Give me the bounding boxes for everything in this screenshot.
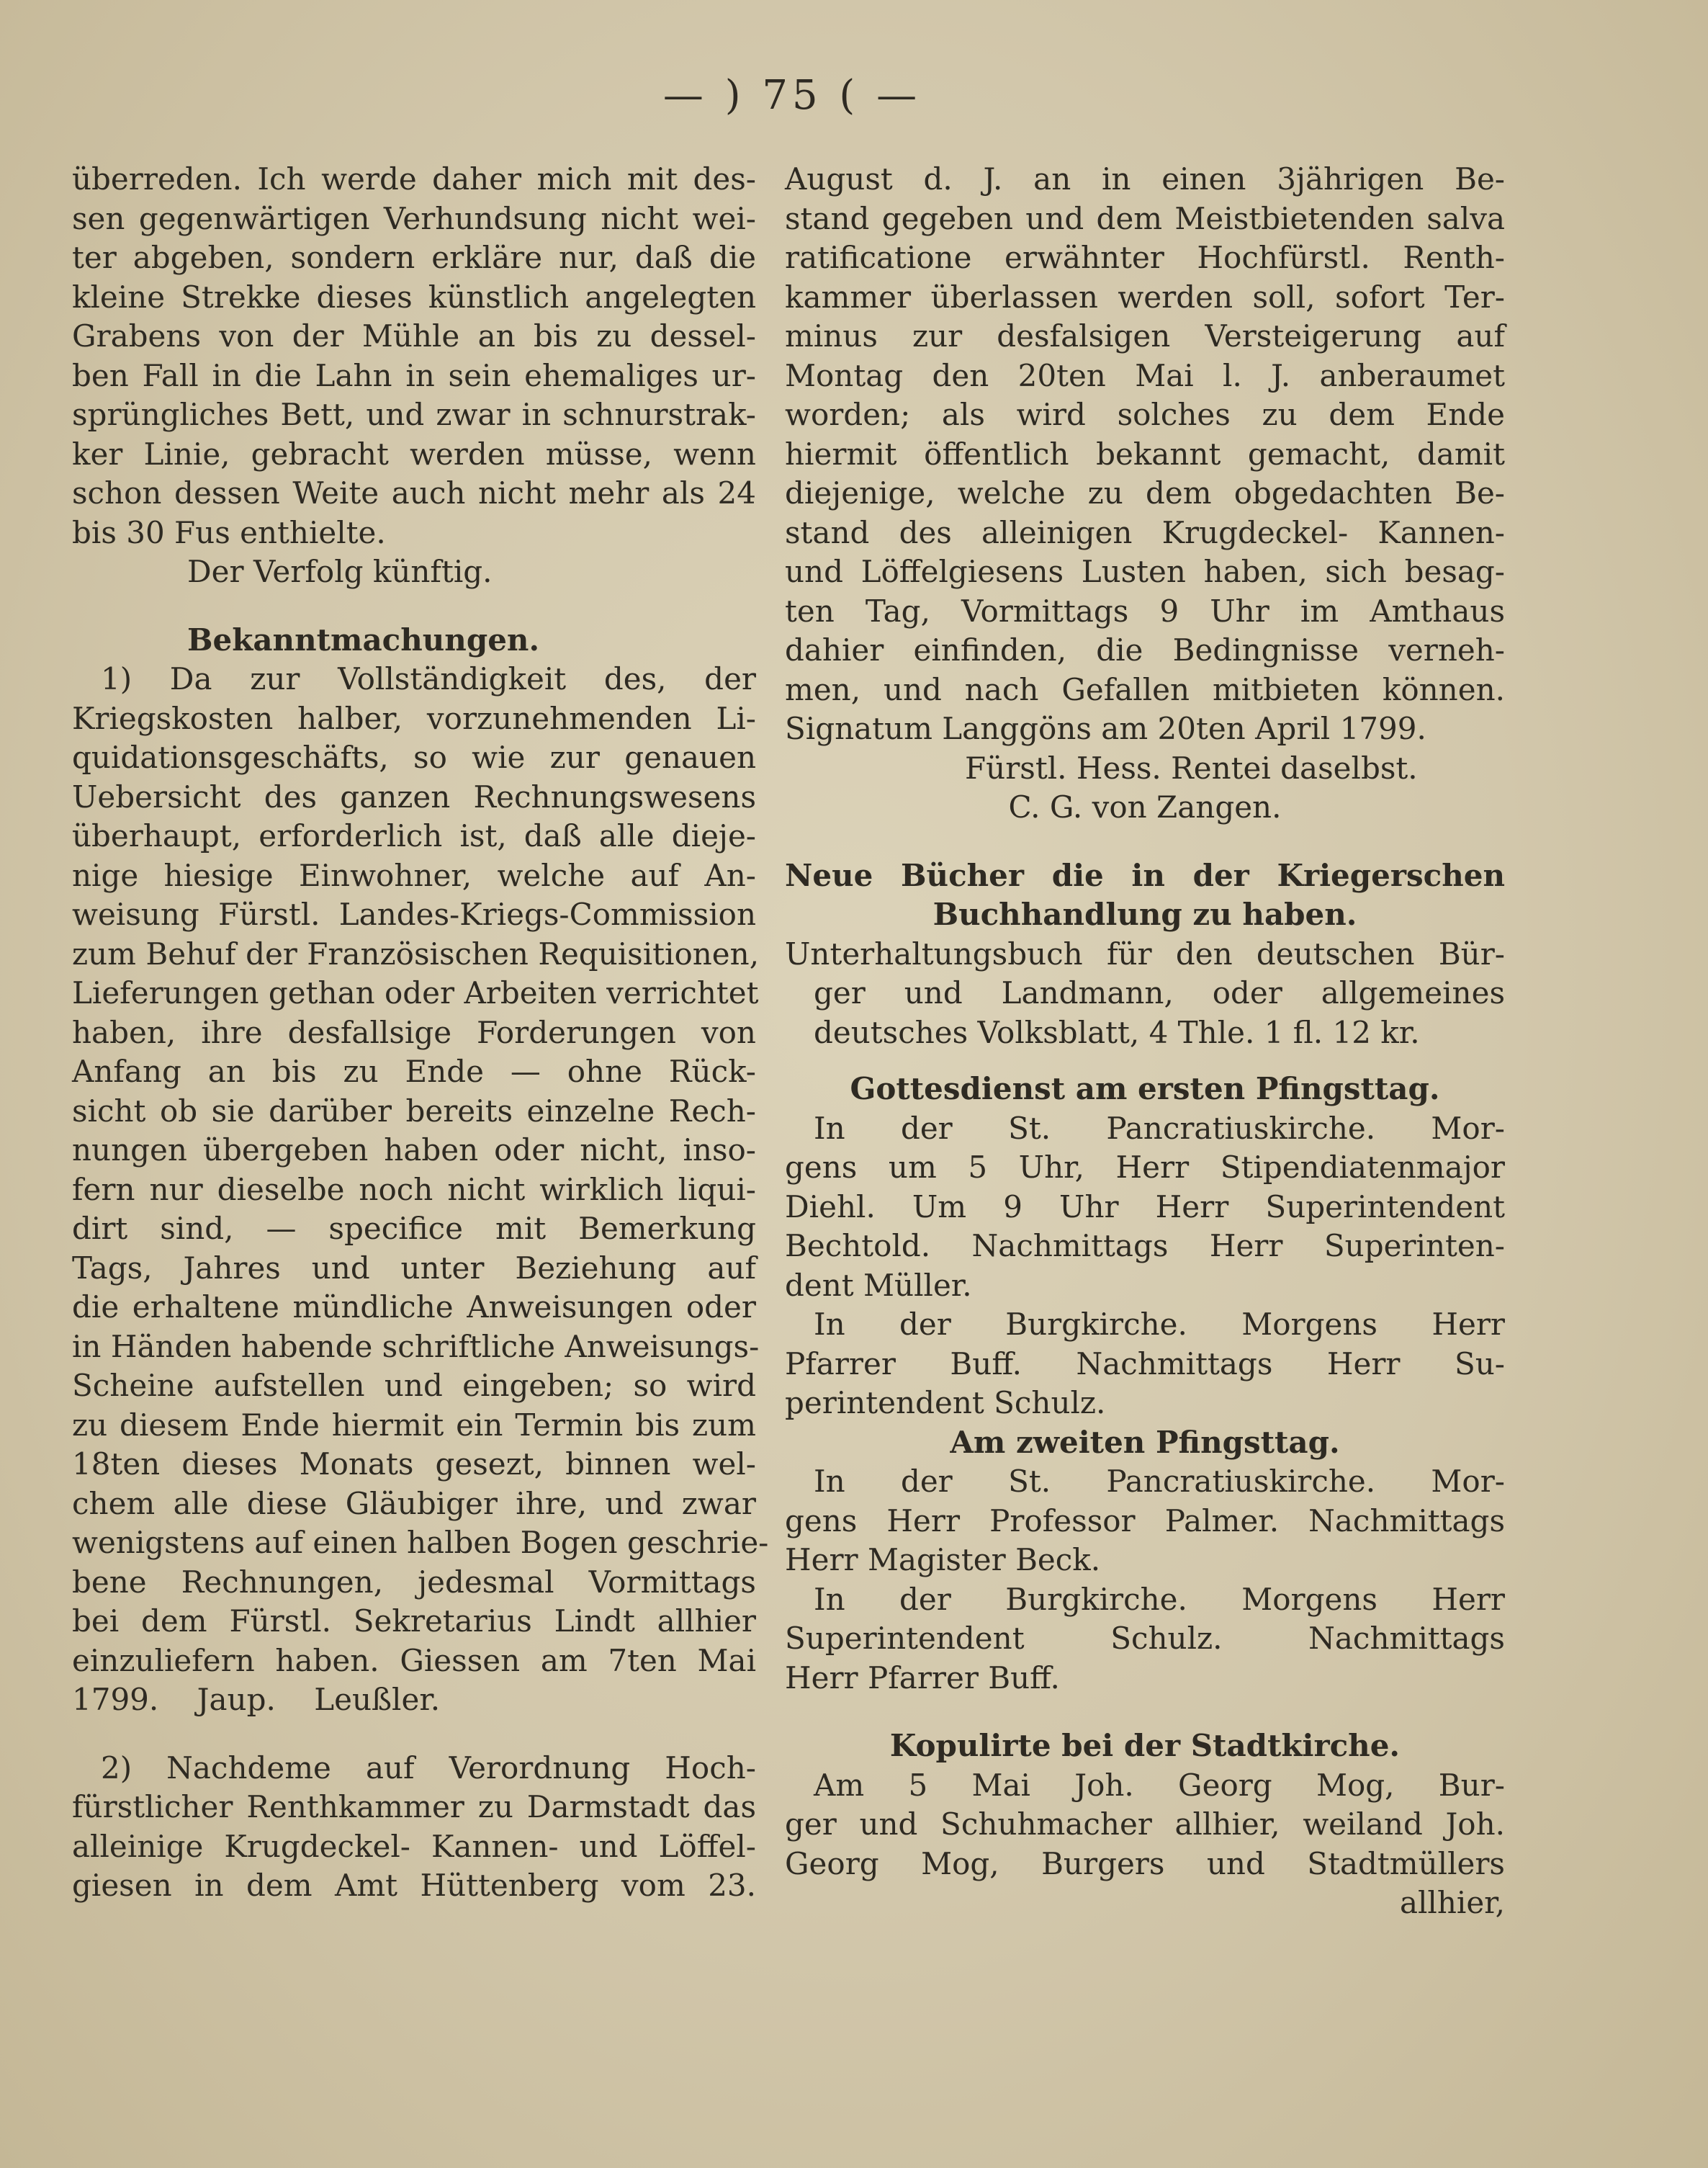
text-line: 18ten dieses Monats gesezt, binnen wel- [72, 1446, 756, 1482]
text-line: perintendent Schulz. [785, 1385, 1106, 1420]
text-line: Tags, Jahres und unter Beziehung auf [72, 1250, 756, 1286]
text-line: minus zur desfalsigen Versteigerung auf [785, 318, 1505, 354]
text-line: zum Behuf der Französischen Requisitionen, [72, 936, 760, 972]
text-line: 1) Da zur Vollständigkeit des, der [101, 661, 756, 696]
text-line: allhier, [1399, 1885, 1505, 1920]
page-number: — ) 75 ( — [662, 72, 922, 119]
text-line: deutsches Volksblatt, 4 Thle. 1 fl. 12 kr. [814, 1014, 1420, 1050]
text-line: dent Müller. [785, 1267, 972, 1303]
text-line: dahier einfinden, die Bedingnisse verneh- [785, 632, 1505, 668]
section-heading: Buchhandlung zu haben. [932, 897, 1357, 932]
text-line: zu diesem Ende hiermit ein Termin bis zum [72, 1407, 756, 1443]
text-line: ten Tag, Vormittags 9 Uhr im Amthaus [785, 593, 1505, 629]
text-line: Grabens von der Mühle an bis zu dessel- [72, 318, 756, 354]
text-line: Lieferungen gethan oder Arbeiten verrichtet [72, 975, 759, 1011]
text-line: bene Rechnungen, jedesmal Vormittags [72, 1564, 756, 1600]
text-line: einzuliefern haben. Giessen am 7ten Mai [72, 1642, 756, 1678]
text-line: bis 30 Fus enthielte. [72, 514, 386, 550]
text-line: die erhaltene mündliche Anweisungen oder [72, 1289, 756, 1325]
signature-line: 1799. Jaup. Leußler. [72, 1682, 441, 1717]
text-line: fürstlicher Renthkammer zu Darmstadt das [72, 1789, 756, 1824]
text-line: bei dem Fürstl. Sekretarius Lindt allhier [72, 1603, 756, 1639]
text-line: ger und Landmann, oder allgemeines [814, 975, 1505, 1011]
announcement-2-continued [785, 160, 1505, 828]
text-line: und Löffelgiesens Lusten haben, sich besag- [785, 554, 1505, 589]
text-line: kleine Strekke dieses künstlich angelegten [72, 279, 756, 315]
new-books-notice [785, 856, 1505, 1053]
text-line: Georg Mog, Burgers und Stadtmüllers [785, 1845, 1505, 1881]
right-column [785, 160, 1505, 1923]
text-line: ker Linie, gebracht werden müsse, wenn [72, 436, 756, 472]
text-line: in Händen habende schriftliche Anweisungs- [72, 1328, 760, 1364]
text-line: stand gegeben und dem Meistbietenden salva [785, 200, 1505, 236]
section-heading: Bekanntmachungen. [187, 622, 540, 658]
text-line: schon dessen Weite auch nicht mehr als 24 [72, 475, 756, 511]
text-line: In der Burgkirche. Morgens Herr [814, 1307, 1505, 1342]
text-line: 2) Nachdeme auf Verordnung Hoch- [101, 1750, 756, 1786]
announcement-1 [72, 660, 769, 1720]
text-line: Am 5 Mai Joh. Georg Mog, Bur- [814, 1767, 1505, 1803]
text-line: men, und nach Gefallen mitbieten können. [785, 671, 1505, 707]
text-line: quidationsgeschäfts, so wie zur genauen [72, 740, 756, 775]
left-column [72, 160, 769, 1906]
section-heading: Kopulirte bei der Stadtkirche. [889, 1728, 1401, 1763]
text-line: Bechtold. Nachmittags Herr Superinten- [785, 1228, 1505, 1263]
continued-note: Der Verfolg künftig. [187, 554, 493, 589]
text-line: ben Fall in die Lahn in sein ehemaliges ur- [72, 357, 756, 393]
text-line: fern nur dieselbe noch nicht wirklich liqui- [72, 1171, 756, 1207]
text-line: nige hiesige Einwohner, welche auf An- [72, 857, 756, 893]
text-line: ter abgeben, sondern erkläre nur, daß die [72, 240, 756, 275]
text-line: Kriegskosten halber, vorzunehmenden Li- [72, 700, 756, 736]
signature-name: C. G. von Zangen. [1008, 789, 1282, 825]
signature-office: Fürstl. Hess. Rentei daselbst. [965, 750, 1418, 786]
text-line: In der St. Pancratiuskirche. Mor- [814, 1464, 1505, 1499]
text-line: Scheine aufstellen und eingeben; so wird [72, 1368, 756, 1403]
text-line: Montag den 20ten Mai l. J. anberaumet [785, 357, 1505, 393]
text-line: diejenige, welche zu dem obgedachten Be- [785, 475, 1505, 511]
text-line: Unterhaltungsbuch für den deutschen Bür- [785, 936, 1505, 972]
text-line: August d. J. an in einen 3jährigen Be- [785, 161, 1505, 197]
text-line: Herr Pfarrer Buff. [785, 1659, 1060, 1696]
text-line: sen gegenwärtigen Verhundsung nicht wei- [72, 200, 756, 236]
text-line: In der Burgkirche. Morgens Herr [814, 1581, 1505, 1617]
text-line: Signatum Langgöns am 20ten April 1799. [785, 711, 1426, 746]
text-line: dirt sind, — specifice mit Bemerkung [72, 1211, 756, 1246]
text-line: Herr Magister Beck. [785, 1542, 1101, 1577]
text-line: Diehl. Um 9 Uhr Herr Superintendent [785, 1188, 1505, 1224]
text-line: haben, ihre desfallsige Forderungen von [72, 1014, 756, 1050]
section-heading: Am zweiten Pfingsttag. [950, 1424, 1340, 1460]
section-heading: Neue Bücher die in der Kriegerschen [785, 857, 1505, 893]
text-line: hiermit öffentlich bekannt gemacht, damit [785, 436, 1505, 472]
text-line: Uebersicht des ganzen Rechnungswesens [72, 779, 756, 815]
text-line: Anfang an bis zu Ende — ohne Rück- [72, 1054, 756, 1089]
article-continuation [72, 160, 756, 592]
text-line: alleinige Krugdeckel- Kannen- und Löffel- [72, 1828, 756, 1864]
text-line: kammer überlassen werden soll, sofort Ter- [785, 279, 1505, 315]
text-line: chem alle diese Gläubiger ihre, und zwar [72, 1485, 756, 1521]
text-line: stand des alleinigen Krugdeckel- Kannen- [785, 514, 1505, 550]
text-line: ger und Schuhmacher allhier, weiland Joh. [785, 1806, 1505, 1842]
text-line: sicht ob sie darüber bereits einzelne Rech- [72, 1093, 756, 1129]
text-line: Pfarrer Buff. Nachmittags Herr Su- [785, 1345, 1505, 1381]
text-line: Superintendent Schulz. Nachmittags [785, 1621, 1505, 1656]
text-line: überhaupt, erforderlich ist, daß alle dieje- [72, 818, 756, 854]
text-line: weisung Fürstl. Landes-Kriegs-Commission [72, 897, 756, 932]
church-services [785, 1070, 1505, 1698]
text-line: überreden. Ich werde daher mich mit des- [72, 161, 756, 197]
announcement-2 [72, 1749, 756, 1906]
text-line: gens Herr Professor Palmer. Nachmittags [785, 1502, 1505, 1538]
marriages-notice [785, 1726, 1505, 1923]
section-heading: Gottesdienst am ersten Pfingsttag. [850, 1071, 1440, 1106]
text-line: worden; als wird solches zu dem Ende [785, 397, 1505, 432]
text-line: sprüngliches Bett, und zwar in schnurstrak- [72, 397, 756, 432]
text-line: giesen in dem Amt Hüttenberg vom 23. [72, 1868, 756, 1903]
text-line: wenigstens auf einen halben Bogen geschrie- [72, 1525, 769, 1560]
text-line: ratificatione erwähnter Hochfürstl. Renth- [785, 240, 1505, 275]
text-line: gens um 5 Uhr, Herr Stipendiatenmajor [785, 1150, 1505, 1185]
text-line: In der St. Pancratiuskirche. Mor- [814, 1110, 1505, 1146]
text-line: nungen übergeben haben oder nicht, inso- [72, 1132, 756, 1168]
